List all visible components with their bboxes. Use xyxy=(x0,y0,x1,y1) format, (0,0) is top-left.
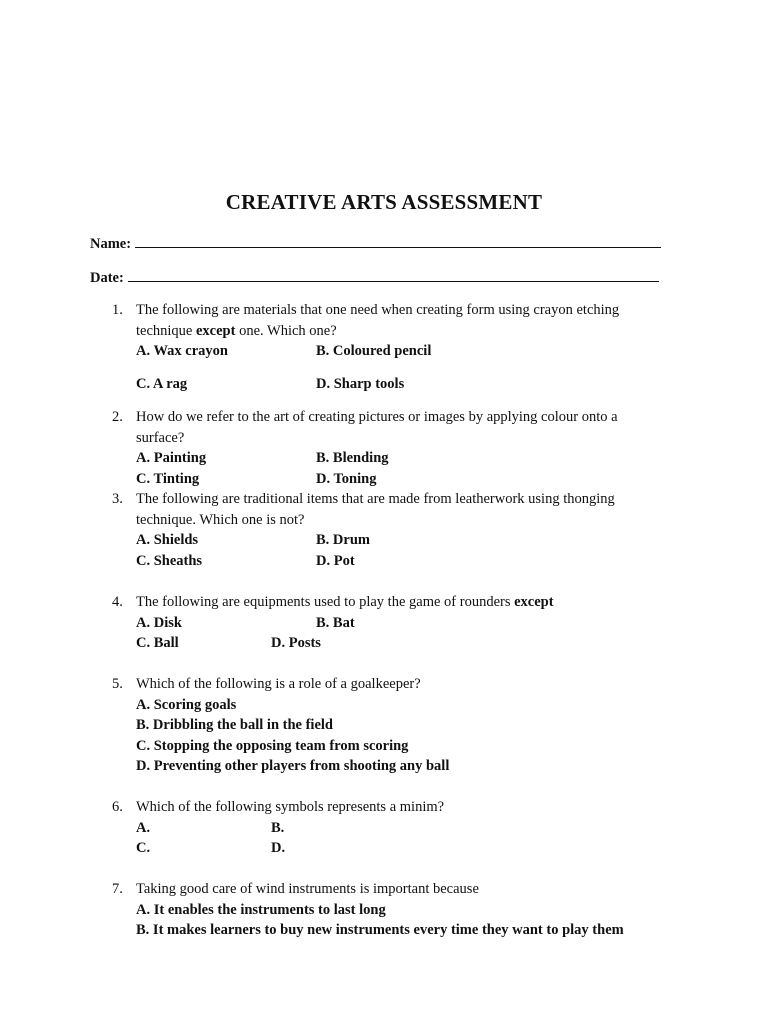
question-stem: The following are materials that one need when creating form using crayon etching technique except one. Which one? xyxy=(136,302,620,339)
option-a[interactable]: A. Scoring goals xyxy=(136,696,237,713)
question-2 xyxy=(112,407,652,489)
option-c[interactable]: C. Ball xyxy=(136,635,179,651)
options xyxy=(136,900,652,941)
options xyxy=(136,613,652,654)
question-5 xyxy=(112,674,652,777)
question-number: 7. xyxy=(112,881,123,897)
question-7 xyxy=(112,879,652,941)
question-stem: Taking good care of wind instruments is important because xyxy=(136,881,479,897)
option-a[interactable]: A. Painting xyxy=(136,450,207,466)
date-blank-line[interactable] xyxy=(128,267,659,282)
question-number: 3. xyxy=(112,491,123,507)
question-6 xyxy=(112,797,652,859)
option-a[interactable]: A. Shields xyxy=(136,532,199,548)
option-b[interactable]: B. xyxy=(271,819,285,836)
question-stem: The following are traditional items that are made from leatherwork using thonging technique. Which one is not? xyxy=(136,491,615,528)
options xyxy=(136,695,652,777)
question-3 xyxy=(112,489,652,571)
option-d[interactable]: D. Pot xyxy=(316,552,355,569)
option-c[interactable]: C. xyxy=(136,840,151,856)
question-1 xyxy=(112,300,652,394)
option-b[interactable]: B. It makes learners to buy new instruments every time they want to play them xyxy=(136,922,624,938)
question-number: 1. xyxy=(112,302,123,318)
option-b[interactable]: B. Bat xyxy=(316,614,355,631)
option-b[interactable]: B. Coloured pencil xyxy=(316,343,432,359)
option-a[interactable]: A. It enables the instruments to last long xyxy=(136,901,386,918)
question-stem: The following are equipments used to play the game of rounders except xyxy=(136,594,554,610)
page-title: CREATIVE ARTS ASSESSMENT xyxy=(225,190,543,214)
option-c[interactable]: C. A rag xyxy=(136,375,188,392)
question-number: 4. xyxy=(112,594,123,610)
option-d[interactable]: D. xyxy=(271,840,286,856)
option-b[interactable]: B. Drum xyxy=(316,532,370,548)
name-label: Name: xyxy=(90,236,132,252)
question-stem: How do we refer to the art of creating pictures or images by applying colour onto a surface? xyxy=(136,409,618,446)
question-number: 5. xyxy=(112,676,123,692)
date-label: Date: xyxy=(90,270,124,286)
option-b[interactable]: B. Blending xyxy=(316,450,389,466)
option-d[interactable]: D. Preventing other players from shooting any ball xyxy=(136,758,450,774)
option-a[interactable]: A. xyxy=(136,819,151,836)
date-field xyxy=(90,267,659,287)
question-number: 6. xyxy=(112,799,123,815)
option-a[interactable]: A. Wax crayon xyxy=(136,343,228,359)
options xyxy=(136,341,652,394)
question-stem: Which of the following is a role of a goalkeeper? xyxy=(136,676,421,692)
name-field xyxy=(90,233,661,253)
options xyxy=(136,818,652,859)
name-blank-line[interactable] xyxy=(135,233,661,248)
option-d[interactable]: D. Posts xyxy=(271,635,321,651)
question-4 xyxy=(112,592,652,654)
option-c[interactable]: C. Sheaths xyxy=(136,552,203,569)
option-a[interactable]: A. Disk xyxy=(136,614,182,631)
options xyxy=(136,448,652,489)
question-number: 2. xyxy=(112,409,123,425)
option-d[interactable]: D. Toning xyxy=(316,470,377,487)
options xyxy=(136,530,652,571)
option-c[interactable]: C. Stopping the opposing team from scoring xyxy=(136,737,409,754)
option-b[interactable]: B. Dribbling the ball in the field xyxy=(136,717,333,733)
option-c[interactable]: C. Tinting xyxy=(136,470,200,487)
option-d[interactable]: D. Sharp tools xyxy=(316,375,405,392)
question-stem: Which of the following symbols represents a minim? xyxy=(136,799,445,815)
